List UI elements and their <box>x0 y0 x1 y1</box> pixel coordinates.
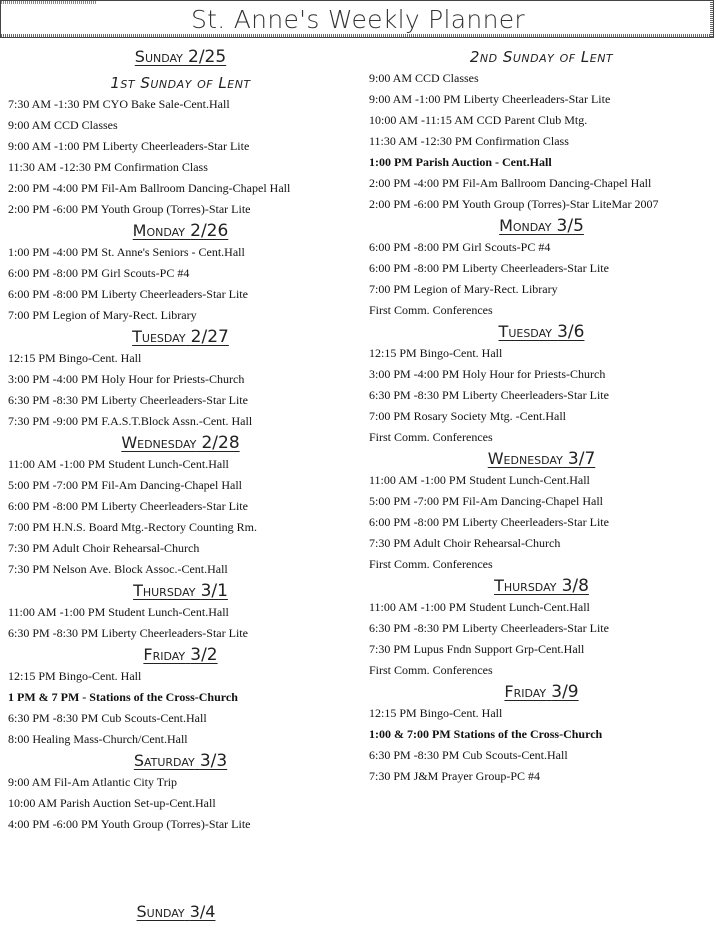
event-item: 1:00 PM -4:00 PM St. Anne's Seniors - Cent.Hall <box>8 245 245 259</box>
day-heading-sunday: Sunday 2/25 <box>134 47 227 67</box>
event-item: 6:30 PM -8:30 PM Liberty Cheerleaders-Star Lite <box>8 393 248 407</box>
event-item: First Comm. Conferences <box>369 557 493 571</box>
event-item: 7:30 PM -9:00 PM F.A.S.T.Block Assn.-Cent. Hall <box>8 414 253 428</box>
event-item: 9:00 AM Fil-Am Atlantic City Trip <box>8 775 178 789</box>
event-item: 1 PM & 7 PM - Stations of the Cross-Church <box>8 690 238 704</box>
event-item: First Comm. Conferences <box>369 663 493 677</box>
liturgical-subtitle: 1st Sunday of Lent <box>110 74 251 92</box>
day-heading-monday: Monday 3/5 <box>499 216 584 236</box>
day-heading-wednesday: Wednesday 3/7 <box>487 449 596 469</box>
event-item: 7:30 PM Adult Choir Rehearsal-Church <box>369 536 561 550</box>
day-heading-thursday: Thursday 3/8 <box>494 576 589 596</box>
event-item: 6:30 PM -8:30 PM Cub Scouts-Cent.Hall <box>369 748 568 762</box>
event-item: 7:30 PM Nelson Ave. Block Assoc.-Cent.Hall <box>8 562 228 576</box>
event-item: 12:15 PM Bingo-Cent. Hall <box>8 351 142 365</box>
event-item: 6:30 PM -8:30 PM Liberty Cheerleaders-Star Lite <box>369 621 609 635</box>
event-item: 11:30 AM -12:30 PM Confirmation Class <box>369 134 569 148</box>
right-column <box>369 46 714 787</box>
event-item: 2:00 PM -6:00 PM Youth Group (Torres)-Star Lite <box>8 202 251 216</box>
event-item: First Comm. Conferences <box>369 430 493 444</box>
event-item: 9:00 AM -1:00 PM Liberty Cheerleaders-Star Lite <box>369 92 611 106</box>
page-title: St. Anne's Weekly Planner <box>191 5 525 34</box>
day-heading-friday: Friday 3/2 <box>143 645 218 665</box>
event-item: 11:00 AM -1:00 PM Student Lunch-Cent.Hall <box>369 600 590 614</box>
event-item: 7:30 PM Adult Choir Rehearsal-Church <box>8 541 200 555</box>
event-item: 6:00 PM -8:00 PM Girl Scouts-PC #4 <box>8 266 190 280</box>
day-heading-friday: Friday 3/9 <box>504 682 579 702</box>
event-item: 3:00 PM -4:00 PM Holy Hour for Priests-Church <box>8 372 245 386</box>
event-item: 7:30 PM Lupus Fndn Support Grp-Cent.Hall <box>369 642 585 656</box>
event-item: 6:00 PM -8:00 PM Liberty Cheerleaders-Star Lite <box>369 515 609 529</box>
event-item: 1:00 & 7:00 PM Stations of the Cross-Church <box>369 727 603 741</box>
event-item: 7:00 PM Legion of Mary-Rect. Library <box>369 282 558 296</box>
event-item: 12:15 PM Bingo-Cent. Hall <box>8 669 142 683</box>
event-item: 7:00 PM Legion of Mary-Rect. Library <box>8 308 197 322</box>
event-item: 7:30 AM -1:30 PM CYO Bake Sale-Cent.Hall <box>8 97 230 111</box>
event-item: 10:00 AM -11:15 AM CCD Parent Club Mtg. <box>369 113 588 127</box>
event-item: 11:00 AM -1:00 PM Student Lunch-Cent.Hall <box>8 457 229 471</box>
event-item: 6:00 PM -8:00 PM Liberty Cheerleaders-Star Lite <box>8 287 248 301</box>
event-item: 5:00 PM -7:00 PM Fil-Am Dancing-Chapel Hall <box>369 494 603 508</box>
event-item: 6:30 PM -8:30 PM Cub Scouts-Cent.Hall <box>8 711 207 725</box>
day-heading-tuesday: Tuesday 3/6 <box>498 322 585 342</box>
event-item: 2:00 PM -4:00 PM Fil-Am Ballroom Dancing-Chapel Hall <box>8 181 291 195</box>
event-item: 12:15 PM Bingo-Cent. Hall <box>369 706 503 720</box>
day-heading-saturday: Saturday 3/3 <box>133 751 228 771</box>
event-item: 11:00 AM -1:00 PM Student Lunch-Cent.Hall <box>8 605 229 619</box>
title-bar <box>0 0 714 38</box>
event-item: 8:00 Healing Mass-Church/Cent.Hall <box>8 732 188 746</box>
day-heading-next-sunday: Sunday 3/4 <box>136 902 216 921</box>
event-item: 9:00 AM CCD Classes <box>369 71 479 85</box>
liturgical-subtitle: 2nd Sunday of Lent <box>469 48 614 66</box>
event-item: 3:00 PM -4:00 PM Holy Hour for Priests-Church <box>369 367 606 381</box>
event-item: 11:30 AM -12:30 PM Confirmation Class <box>8 160 208 174</box>
event-item: 9:00 AM -1:00 PM Liberty Cheerleaders-Star Lite <box>8 139 250 153</box>
day-heading-monday: Monday 2/26 <box>132 221 229 241</box>
event-item: 7:00 PM H.N.S. Board Mtg.-Rectory Counting Rm. <box>8 520 258 534</box>
event-item: 6:30 PM -8:30 PM Liberty Cheerleaders-Star Lite <box>369 388 609 402</box>
event-item: 2:00 PM -6:00 PM Youth Group (Torres)-Star LiteMar 2007 <box>369 197 659 211</box>
event-item: 6:00 PM -8:00 PM Liberty Cheerleaders-Star Lite <box>8 499 248 513</box>
event-item: 6:00 PM -8:00 PM Liberty Cheerleaders-Star Lite <box>369 261 609 275</box>
title-bar-texture <box>1 1 97 4</box>
title-bar-texture <box>1 34 713 37</box>
event-item: 6:00 PM -8:00 PM Girl Scouts-PC #4 <box>369 240 551 254</box>
event-item: First Comm. Conferences <box>369 303 493 317</box>
event-item: 12:15 PM Bingo-Cent. Hall <box>369 346 503 360</box>
day-heading-wednesday: Wednesday 2/28 <box>121 433 240 453</box>
event-item: 9:00 AM CCD Classes <box>8 118 118 132</box>
event-item: 6:30 PM -8:30 PM Liberty Cheerleaders-Star Lite <box>8 626 248 640</box>
event-item: 11:00 AM -1:00 PM Student Lunch-Cent.Hall <box>369 473 590 487</box>
event-item: 7:30 PM J&M Prayer Group-PC #4 <box>369 769 541 783</box>
left-column <box>8 46 353 835</box>
event-item: 1:00 PM Parish Auction - Cent.Hall <box>369 155 552 169</box>
event-item: 7:00 PM Rosary Society Mtg. -Cent.Hall <box>369 409 566 423</box>
event-item: 10:00 AM Parish Auction Set-up-Cent.Hall <box>8 796 216 810</box>
event-item: 4:00 PM -6:00 PM Youth Group (Torres)-Star Lite <box>8 817 251 831</box>
event-item: 5:00 PM -7:00 PM Fil-Am Dancing-Chapel Hall <box>8 478 242 492</box>
day-heading-tuesday: Tuesday 2/27 <box>132 327 229 347</box>
event-item: 2:00 PM -4:00 PM Fil-Am Ballroom Dancing-Chapel Hall <box>369 176 652 190</box>
day-heading-thursday: Thursday 3/1 <box>133 581 228 601</box>
